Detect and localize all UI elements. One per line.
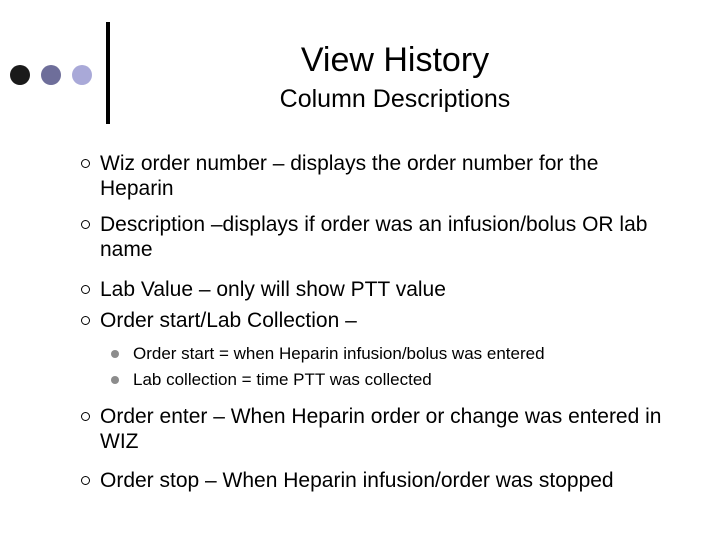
hollow-circle-bullet-icon [81, 412, 90, 421]
hollow-circle-bullet-icon [81, 316, 90, 325]
bullet-item [100, 277, 670, 302]
bullet-item [100, 468, 670, 493]
hollow-circle-bullet-icon [81, 220, 90, 229]
title-divider-line [106, 22, 110, 124]
bullet-text: Description –displays if order was an infusion/bolus OR lab name [100, 213, 648, 261]
bullet-text: Order stop – When Heparin infusion/order was stopped [100, 469, 614, 492]
filled-dot-bullet-icon [111, 376, 119, 384]
bullet-item [100, 308, 670, 333]
sub-bullet-item [133, 343, 693, 365]
bullet-item [100, 212, 670, 262]
sub-bullet-item [133, 369, 693, 391]
decorative-dot-dark [10, 65, 30, 85]
decorative-dot-medium [41, 65, 61, 85]
slide-subtitle: Column Descriptions [279, 85, 511, 113]
hollow-circle-bullet-icon [81, 159, 90, 168]
bullet-item [100, 404, 670, 454]
sub-bullet-text: Order start = when Heparin infusion/bolus was entered [133, 344, 545, 363]
slide-title: View History [300, 41, 490, 79]
bullet-text: Wiz order number – displays the order number for the Heparin [100, 152, 599, 200]
hollow-circle-bullet-icon [81, 476, 90, 485]
hollow-circle-bullet-icon [81, 285, 90, 294]
sub-bullet-text: Lab collection = time PTT was collected [133, 370, 432, 389]
bullet-item [100, 151, 670, 201]
filled-dot-bullet-icon [111, 350, 119, 358]
decorative-dot-light [72, 65, 92, 85]
bullet-text: Order enter – When Heparin order or change was entered in WIZ [100, 405, 662, 453]
bullet-text: Lab Value – only will show PTT value [100, 278, 446, 301]
bullet-text: Order start/Lab Collection – [100, 309, 357, 332]
